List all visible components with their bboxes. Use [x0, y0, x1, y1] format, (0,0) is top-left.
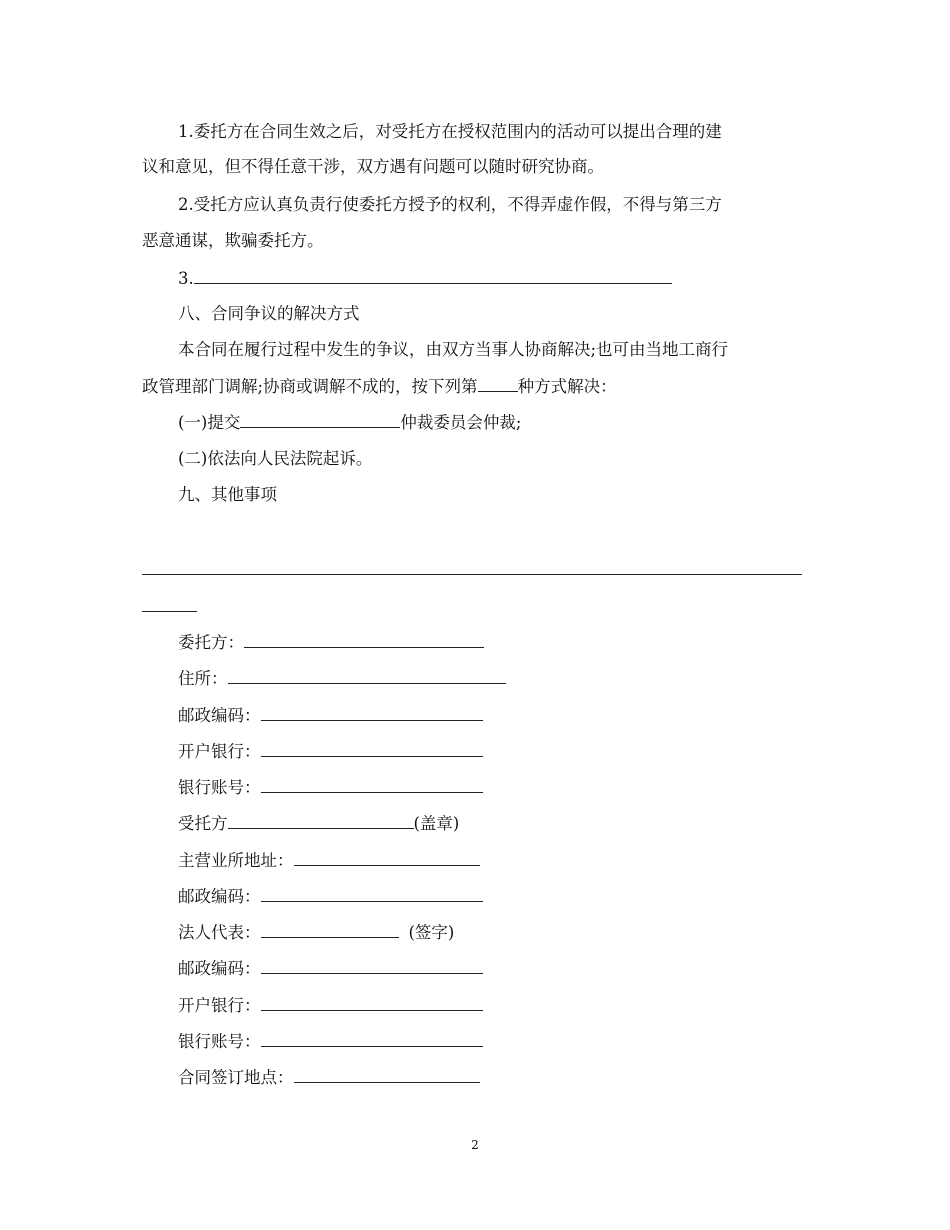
postcode-2-row — [178, 885, 483, 908]
bank-2-row — [178, 994, 483, 1017]
principal-row — [178, 631, 484, 654]
bank-1-blank — [261, 740, 483, 757]
arbitration-committee-blank — [240, 411, 400, 428]
postcode-3-blank — [261, 957, 483, 974]
agent-row — [178, 812, 459, 835]
contract-place-blank — [294, 1066, 480, 1083]
account-2-row — [178, 1030, 483, 1053]
business-address-blank — [294, 849, 480, 866]
clause-2-line-2: 恶意通谋，欺骗委托方。 — [142, 231, 324, 250]
postcode-3-label: 邮政编码： — [178, 959, 261, 978]
agent-blank — [228, 812, 414, 829]
account-1-blank — [261, 776, 483, 793]
principal-label: 委托方： — [178, 633, 244, 652]
bank-1-row — [178, 740, 483, 763]
option-2: (二)依法向人民法院起诉。 — [178, 449, 373, 468]
section-8-para-line-2 — [142, 375, 617, 398]
bank-1-label: 开户银行： — [178, 742, 261, 761]
section-8-para-text-b: 种方式解决： — [517, 377, 617, 396]
page-number: 2 — [471, 1138, 479, 1152]
postcode-2-label: 邮政编码： — [178, 887, 261, 906]
account-2-label: 银行账号： — [178, 1032, 261, 1051]
option-1-text-a: (一)提交 — [178, 413, 241, 432]
address-row — [178, 667, 506, 690]
clause-3-blank — [194, 267, 672, 284]
clause-1-line-2: 议和意见，但不得任意干涉，双方遇有问题可以随时研究协商。 — [142, 157, 604, 176]
legal-rep-row — [178, 921, 454, 944]
address-blank — [228, 667, 506, 684]
account-2-blank — [261, 1030, 483, 1047]
business-address-row — [178, 849, 480, 872]
legal-rep-label: 法人代表： — [178, 923, 261, 942]
business-address-label: 主营业所地址： — [178, 851, 294, 870]
section-9-heading: 九、其他事项 — [178, 485, 277, 504]
postcode-1-label: 邮政编码： — [178, 706, 261, 725]
section-8-para-line-1: 本合同在履行过程中发生的争议，由双方当事人协商解决;也可由当地工商行 — [178, 340, 729, 359]
postcode-1-blank — [261, 704, 483, 721]
principal-blank — [244, 631, 484, 648]
account-1-row — [178, 776, 483, 799]
clause-3 — [178, 267, 672, 290]
other-matters-blank-1 — [142, 574, 802, 575]
section-8-para-text-a: 政管理部门调解;协商或调解不成的，按下列第 — [142, 377, 478, 396]
clause-1-line-1: 1.委托方在合同生效之后，对受托方在授权范围内的活动可以提出合理的建 — [178, 122, 722, 141]
postcode-3-row — [178, 957, 483, 980]
postcode-2-blank — [261, 885, 483, 902]
postcode-1-row — [178, 704, 483, 727]
account-1-label: 银行账号： — [178, 778, 261, 797]
section-8-heading: 八、合同争议的解决方式 — [178, 304, 360, 323]
option-1 — [178, 411, 521, 434]
bank-2-label: 开户银行： — [178, 996, 261, 1015]
option-1-text-b: 仲裁委员会仲裁; — [400, 413, 522, 432]
clause-2-line-1: 2.受托方应认真负责行使委托方授予的权利，不得弄虚作假，不得与第三方 — [178, 195, 722, 214]
legal-rep-blank — [261, 921, 399, 938]
sign-label: (签字) — [408, 923, 455, 942]
contract-place-label: 合同签订地点： — [178, 1068, 294, 1087]
agent-label: 受托方 — [178, 814, 228, 833]
other-matters-blank-2 — [142, 611, 197, 612]
option-number-blank — [478, 375, 518, 392]
seal-label: (盖章) — [413, 814, 460, 833]
clause-3-label: 3. — [178, 269, 194, 288]
bank-2-blank — [261, 994, 483, 1011]
address-label: 住所： — [178, 669, 228, 688]
contract-place-row — [178, 1066, 480, 1089]
